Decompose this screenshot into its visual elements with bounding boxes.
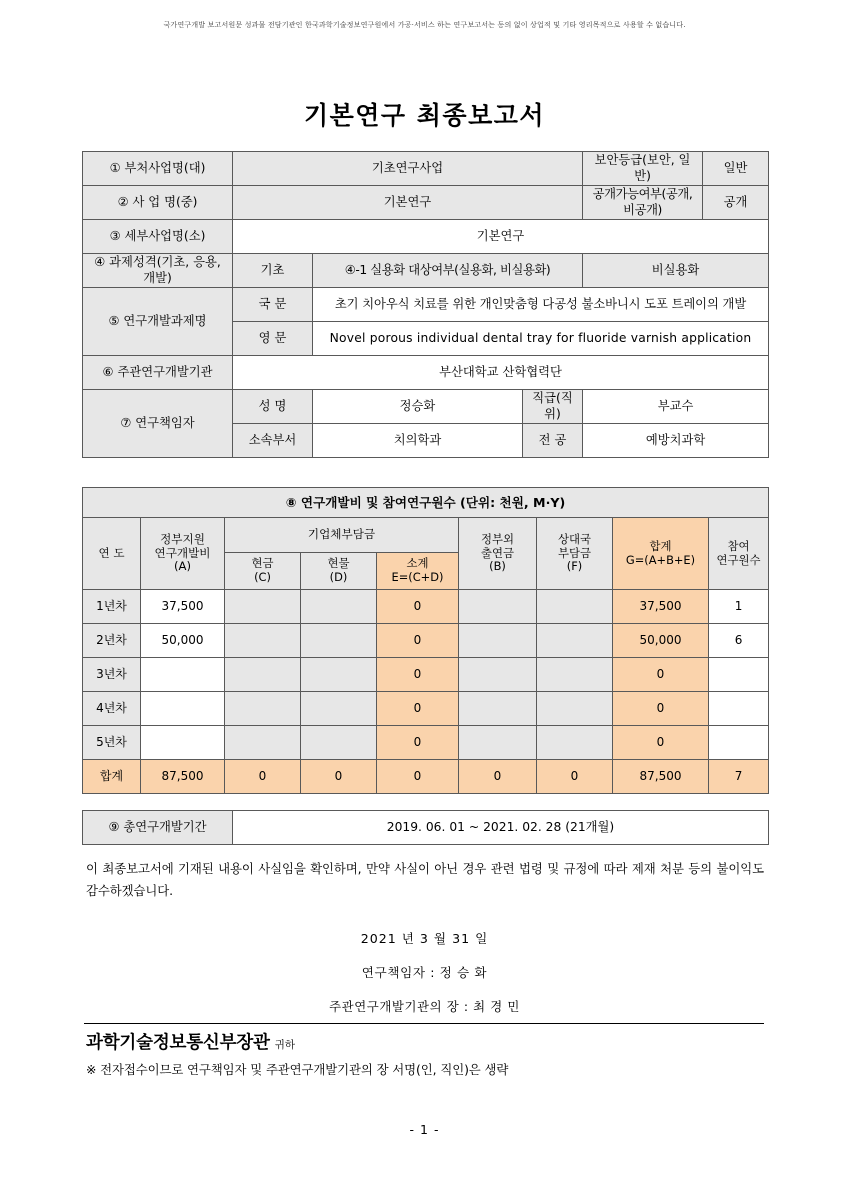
cell-researchers xyxy=(709,692,769,726)
col-header-cash xyxy=(225,553,301,590)
cell-inkind xyxy=(301,726,377,760)
cell-nongov xyxy=(459,726,537,760)
addressee xyxy=(86,1029,295,1054)
cell-cash xyxy=(225,590,301,624)
col-header-grand-total xyxy=(613,518,709,590)
pi-name-label: 성 명 xyxy=(233,390,313,424)
nongov-line1: 정부외 xyxy=(480,531,514,546)
row-label-year: 3년차 xyxy=(83,658,141,692)
cell-gov-fund xyxy=(141,658,225,692)
total-nongov: 0 xyxy=(459,760,537,794)
cell-foreign xyxy=(537,658,613,692)
row-label-year: 1년차 xyxy=(83,590,141,624)
research-period-value: 2019. 06. 01 ~ 2021. 02. 28 (21개월) xyxy=(233,811,769,845)
gov-fund-line3: (A) xyxy=(174,559,191,574)
cell-inkind xyxy=(301,692,377,726)
total-inkind: 0 xyxy=(301,760,377,794)
table-row xyxy=(83,288,769,322)
col-header-subtotal xyxy=(377,553,459,590)
cell-gov-fund: 50,000 xyxy=(141,624,225,658)
cell-inkind xyxy=(301,658,377,692)
cell-total: 0 xyxy=(613,726,709,760)
disclosure-label: 공개가능여부(공개, 비공개) xyxy=(583,186,703,220)
table-row xyxy=(83,220,769,254)
cell-foreign xyxy=(537,726,613,760)
table-row xyxy=(83,658,769,692)
cell-subtotal: 0 xyxy=(377,590,459,624)
project-type-value: 기초 xyxy=(233,254,313,288)
copyright-notice: 국가연구개발 보고서원문 성과물 전담기관인 한국과학기술정보연구원에서 가공·서비스 하는 연구보고서는 동의 없이 상업적 및 기타 영리목적으로 사용할 수 없습니다. xyxy=(163,20,686,29)
program-name-value: 기본연구 xyxy=(233,186,583,220)
cell-nongov xyxy=(459,658,537,692)
project-info-table xyxy=(82,151,769,458)
col-header-foreign-contribution xyxy=(537,518,613,590)
pi-major-label: 전 공 xyxy=(523,424,583,458)
cell-total: 0 xyxy=(613,658,709,692)
row-label-year: 5년차 xyxy=(83,726,141,760)
research-period-table xyxy=(82,810,769,845)
col-header-inkind xyxy=(301,553,377,590)
cell-subtotal: 0 xyxy=(377,692,459,726)
nongov-line2: 출연금 xyxy=(480,545,514,560)
horizontal-divider xyxy=(84,1023,764,1024)
korean-title-label: 국 문 xyxy=(233,288,313,322)
cell-subtotal: 0 xyxy=(377,624,459,658)
cell-cash xyxy=(225,692,301,726)
signature-institution-head: 주관연구개발기관의 장 : 최 경 민 xyxy=(329,999,520,1014)
subprogram-label: ③ 세부사업명(소) xyxy=(83,220,233,254)
foreign-line2: 부담금 xyxy=(557,545,591,560)
total-cash: 0 xyxy=(225,760,301,794)
cell-foreign xyxy=(537,692,613,726)
subprogram-value: 기본연구 xyxy=(233,220,769,254)
pi-label: ⑦ 연구책임자 xyxy=(83,390,233,458)
inkind-line1: 현물 xyxy=(327,556,350,571)
cell-gov-fund xyxy=(141,692,225,726)
cell-gov-fund xyxy=(141,726,225,760)
row-label-year: 4년차 xyxy=(83,692,141,726)
researchers-line2: 연구원수 xyxy=(716,552,761,567)
col-header-nongov-fund xyxy=(459,518,537,590)
col-header-researcher-count xyxy=(709,518,769,590)
col-header-company-contribution: 기업체부담금 xyxy=(225,518,459,553)
page-title: 기본연구 최종보고서 xyxy=(303,101,546,130)
cell-foreign xyxy=(537,590,613,624)
cell-nongov xyxy=(459,590,537,624)
cell-foreign xyxy=(537,624,613,658)
table-row xyxy=(83,624,769,658)
cell-researchers: 6 xyxy=(709,624,769,658)
subtotal-line2: E=(C+D) xyxy=(391,570,444,584)
total-foreign: 0 xyxy=(537,760,613,794)
english-title-value: Novel porous individual dental tray for fluoride varnish application xyxy=(313,322,769,356)
cell-inkind xyxy=(301,590,377,624)
signature-principal-investigator: 연구책임자 : 정 승 화 xyxy=(361,965,488,980)
table-row xyxy=(83,692,769,726)
table-row xyxy=(83,726,769,760)
inkind-line2: (D) xyxy=(329,570,348,584)
declaration-statement: 이 최종보고서에 기재된 내용이 사실임을 확인하며, 만약 사실이 아닌 경우 관련 법령 및 규정에 따라 제재 처분 등의 불이익도 감수하겠습니다. xyxy=(86,861,764,898)
total-grand: 87,500 xyxy=(613,760,709,794)
pi-name-value: 정승화 xyxy=(313,390,523,424)
pi-position-label: 직급(직위) xyxy=(523,390,583,424)
cell-total: 37,500 xyxy=(613,590,709,624)
table-row-total xyxy=(83,760,769,794)
korean-title-value: 초기 치아우식 치료를 위한 개인맞춤형 다공성 불소바니시 도포 트레이의 개발 xyxy=(313,288,769,322)
cell-cash xyxy=(225,726,301,760)
researchers-line1: 참여 xyxy=(727,538,750,553)
project-title-label: ⑤ 연구개발과제명 xyxy=(83,288,233,356)
english-title-label: 영 문 xyxy=(233,322,313,356)
col-header-gov-fund xyxy=(141,518,225,590)
disclosure-value: 공개 xyxy=(703,186,769,220)
budget-table-title: ⑧ 연구개발비 및 참여연구원수 (단위: 천원, M·Y) xyxy=(83,488,769,518)
pi-dept-value: 치의학과 xyxy=(313,424,523,458)
signature-date: 2021 년 3 월 31 일 xyxy=(360,931,489,946)
nongov-line3: (B) xyxy=(489,559,506,574)
subtotal-line1: 소계 xyxy=(406,556,429,571)
cell-cash xyxy=(225,658,301,692)
cell-researchers xyxy=(709,658,769,692)
table-row xyxy=(83,390,769,424)
cell-gov-fund: 37,500 xyxy=(141,590,225,624)
page-number: - 1 - xyxy=(409,1122,440,1137)
commercialization-value: 비실용화 xyxy=(583,254,769,288)
cell-total: 50,000 xyxy=(613,624,709,658)
table-row xyxy=(83,152,769,186)
table-row xyxy=(83,518,769,553)
security-grade-label: 보안등급(보안, 일반) xyxy=(583,152,703,186)
host-institution-label: ⑥ 주관연구개발기관 xyxy=(83,356,233,390)
row-label-year: 2년차 xyxy=(83,624,141,658)
pi-position-value: 부교수 xyxy=(583,390,769,424)
table-row xyxy=(83,488,769,518)
table-row xyxy=(83,811,769,845)
cell-researchers: 1 xyxy=(709,590,769,624)
pi-dept-label: 소속부서 xyxy=(233,424,313,458)
signature-omission-note: ※ 전자접수이므로 연구책임자 및 주관연구개발기관의 장 서명(인, 직인)은 생략 xyxy=(86,1062,509,1077)
foreign-line1: 상대국 xyxy=(557,531,591,546)
table-row xyxy=(83,186,769,220)
cell-inkind xyxy=(301,624,377,658)
total-row-label: 합계 xyxy=(83,760,141,794)
gov-fund-line2: 연구개발비 xyxy=(154,545,211,560)
addressee-title: 과학기술정보통신부장관 xyxy=(86,1033,270,1053)
col-header-year: 연 도 xyxy=(83,518,141,590)
host-institution-value: 부산대학교 산학협력단 xyxy=(233,356,769,390)
total-gov-fund: 87,500 xyxy=(141,760,225,794)
table-row xyxy=(83,590,769,624)
cell-subtotal: 0 xyxy=(377,658,459,692)
table-row xyxy=(83,254,769,288)
ministry-program-value: 기초연구사업 xyxy=(233,152,583,186)
security-grade-value: 일반 xyxy=(703,152,769,186)
table-row xyxy=(83,356,769,390)
program-name-label: ② 사 업 명(중) xyxy=(83,186,233,220)
gov-fund-line1: 정부지원 xyxy=(160,531,205,546)
cash-line1: 현금 xyxy=(251,556,274,571)
total-researchers: 7 xyxy=(709,760,769,794)
project-type-label: ④ 과제성격(기초, 응용, 개발) xyxy=(83,254,233,288)
cell-nongov xyxy=(459,692,537,726)
commercialization-label: ④-1 실용화 대상여부(실용화, 비실용화) xyxy=(313,254,583,288)
cell-nongov xyxy=(459,624,537,658)
cell-cash xyxy=(225,624,301,658)
foreign-line3: (F) xyxy=(566,559,583,574)
cell-subtotal: 0 xyxy=(377,726,459,760)
budget-and-staff-table xyxy=(82,487,769,794)
grand-total-line1: 합계 xyxy=(649,538,672,553)
research-period-label: ⑨ 총연구개발기간 xyxy=(83,811,233,845)
grand-total-line2: G=(A+B+E) xyxy=(625,552,696,567)
pi-major-value: 예방치과학 xyxy=(583,424,769,458)
cash-line2: (C) xyxy=(254,570,271,584)
cell-total: 0 xyxy=(613,692,709,726)
total-subtotal: 0 xyxy=(377,760,459,794)
addressee-honorific: 귀하 xyxy=(274,1039,296,1051)
ministry-program-label: ① 부처사업명(대) xyxy=(83,152,233,186)
cell-researchers xyxy=(709,726,769,760)
